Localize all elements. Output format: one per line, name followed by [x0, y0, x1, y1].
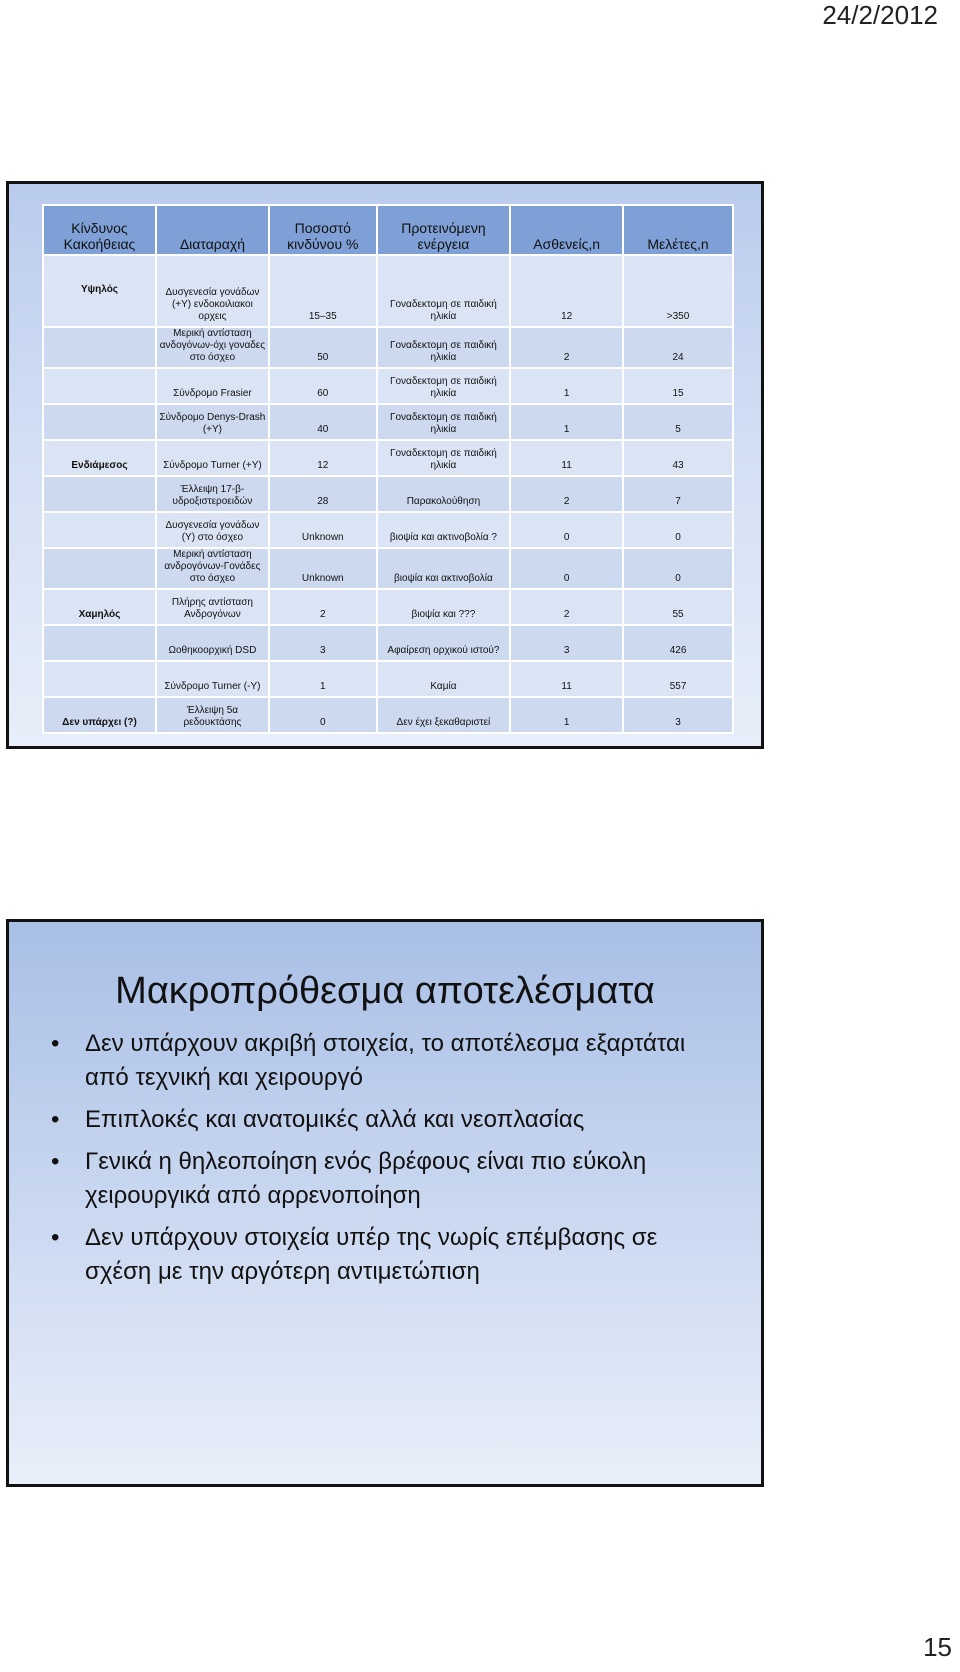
cell-disorder: Δυσγενεσία γονάδων (Υ) στο όσχεο — [156, 512, 269, 548]
cell-studies: >350 — [623, 255, 733, 327]
bullet-item — [51, 1145, 691, 1213]
cell-risk — [43, 368, 156, 404]
cell-studies: 557 — [623, 661, 733, 697]
cell-percent: 28 — [269, 476, 377, 512]
header-patients: Ασθενείς,n — [510, 205, 623, 255]
bullet-item — [51, 1027, 691, 1095]
cell-studies: 7 — [623, 476, 733, 512]
cell-disorder: Μερική αντίσταση ανδογόνων-όχι γοναδες στο όσχεο — [156, 327, 269, 368]
bullet-text: Επιπλοκές και ανατομικές αλλά και νεοπλασίας — [85, 1106, 585, 1133]
cell-risk — [43, 512, 156, 548]
cell-percent: Unknown — [269, 512, 377, 548]
cell-action: Δεν έχει ξεκαθαριστεί — [377, 697, 510, 733]
cell-percent: 60 — [269, 368, 377, 404]
cell-studies: 3 — [623, 697, 733, 733]
cell-percent: Unknown — [269, 548, 377, 589]
table-row — [43, 589, 733, 625]
cell-disorder: Σύνδρομο Turner (+Υ) — [156, 440, 269, 476]
cell-percent: 2 — [269, 589, 377, 625]
cell-percent: 1 — [269, 661, 377, 697]
cell-action: Γοναδεκτομη σε παιδική ηλικία — [377, 327, 510, 368]
cell-percent: 50 — [269, 327, 377, 368]
cell-studies: 43 — [623, 440, 733, 476]
cell-action: βιοψία και ακτινοβολία ? — [377, 512, 510, 548]
slide-long-term-outcomes — [6, 919, 764, 1487]
cell-studies: 0 — [623, 512, 733, 548]
cell-patients: 2 — [510, 476, 623, 512]
cell-patients: 3 — [510, 625, 623, 661]
header-action: Προτεινόμενη ενέργεια — [377, 205, 510, 255]
cell-risk — [43, 548, 156, 589]
cell-patients: 1 — [510, 368, 623, 404]
cell-action: Γοναδεκτομη σε παιδική ηλικία — [377, 255, 510, 327]
cell-action: βιοψία και ακτινοβολία — [377, 548, 510, 589]
header-risk: Κίνδυνος Κακοήθειας — [43, 205, 156, 255]
bullet-text: Δεν υπάρχουν στοιχεία υπέρ της νωρίς επέμβασης σε σχέση με την αργότερη αντιμετώπιση — [85, 1224, 658, 1285]
cell-risk — [43, 327, 156, 368]
page-date: 24/2/2012 — [822, 0, 938, 30]
cell-studies: 0 — [623, 548, 733, 589]
cell-risk: Υψηλός — [43, 255, 156, 327]
cell-studies: 24 — [623, 327, 733, 368]
cell-risk: Δεν υπάρχει (?) — [43, 697, 156, 733]
cell-risk — [43, 661, 156, 697]
cell-risk — [43, 476, 156, 512]
header-studies: Μελέτες,n — [623, 205, 733, 255]
table-row — [43, 404, 733, 440]
cell-patients: 12 — [510, 255, 623, 327]
cell-patients: 1 — [510, 404, 623, 440]
slide-title: Μακροπρόθεσμα αποτελέσματα — [115, 970, 655, 1012]
cell-action: Γοναδεκτομη σε παιδική ηλικία — [377, 404, 510, 440]
cell-risk — [43, 625, 156, 661]
cell-disorder: Έλλειψη 17-β-υδροξιστεροειδών — [156, 476, 269, 512]
cell-disorder: Ωοθηκοορχική DSD — [156, 625, 269, 661]
header-disorder: Διαταραχή — [156, 205, 269, 255]
cell-percent: 0 — [269, 697, 377, 733]
cell-disorder: Μερική αντίσταση ανδρογόνων-Γονάδες στο όσχεο — [156, 548, 269, 589]
cell-patients: 2 — [510, 327, 623, 368]
slide-risk-table — [6, 181, 764, 749]
cell-action: Παρακολούθηση — [377, 476, 510, 512]
bullet-icon: • — [51, 1030, 60, 1057]
cell-action: Γοναδεκτομη σε παιδική ηλικία — [377, 368, 510, 404]
table-row — [43, 368, 733, 404]
cell-disorder: Πλήρης αντίσταση Ανδρογόνων — [156, 589, 269, 625]
cell-patients: 0 — [510, 512, 623, 548]
bullet-item — [51, 1221, 691, 1289]
cell-disorder: Σύνδρομο Turner (-Υ) — [156, 661, 269, 697]
cell-percent: 12 — [269, 440, 377, 476]
cell-patients: 0 — [510, 548, 623, 589]
cell-disorder: Σύνδρομο Denys-Drash (+Υ) — [156, 404, 269, 440]
bullet-item — [51, 1103, 691, 1137]
cell-percent: 40 — [269, 404, 377, 440]
cell-studies: 426 — [623, 625, 733, 661]
table-row — [43, 512, 733, 548]
cell-risk: Χαμηλός — [43, 589, 156, 625]
header-percent: Ποσοστό κινδύνου % — [269, 205, 377, 255]
table-row — [43, 476, 733, 512]
risk-table — [42, 204, 734, 734]
table-row — [43, 697, 733, 733]
cell-percent: 3 — [269, 625, 377, 661]
cell-patients: 2 — [510, 589, 623, 625]
bullet-text: Δεν υπάρχουν ακριβή στοιχεία, το αποτέλεσμα εξαρτάται από τεχνική και χειρουργό — [85, 1030, 686, 1091]
table-row — [43, 548, 733, 589]
cell-studies: 55 — [623, 589, 733, 625]
cell-patients: 11 — [510, 440, 623, 476]
table-row — [43, 440, 733, 476]
bullet-list — [51, 1027, 691, 1297]
cell-patients: 11 — [510, 661, 623, 697]
table-row — [43, 625, 733, 661]
cell-action: βιοψία και ??? — [377, 589, 510, 625]
page-number: 15 — [923, 1632, 952, 1662]
cell-studies: 5 — [623, 404, 733, 440]
cell-studies: 15 — [623, 368, 733, 404]
bullet-text: Γενικά η θηλεοποίηση ενός βρέφους είναι πιο εύκολη χειρουργικά από αρρενοποίηση — [85, 1148, 647, 1209]
bullet-icon: • — [51, 1224, 60, 1251]
cell-disorder: Έλλειψη 5α ρεδουκτάσης — [156, 697, 269, 733]
cell-patients: 1 — [510, 697, 623, 733]
table-header-row — [43, 205, 733, 255]
cell-risk — [43, 404, 156, 440]
bullet-icon: • — [51, 1106, 60, 1133]
cell-disorder: Σύνδρομο Frasier — [156, 368, 269, 404]
table-row — [43, 327, 733, 368]
cell-disorder: Δυσγενεσία γονάδων (+Υ) ενδοκοιλιακοι ορχεις — [156, 255, 269, 327]
bullet-icon: • — [51, 1148, 60, 1175]
table-row — [43, 255, 733, 327]
cell-action: Καμία — [377, 661, 510, 697]
table-row — [43, 661, 733, 697]
cell-action: Γοναδεκτομη σε παιδική ηλικία — [377, 440, 510, 476]
cell-percent: 15–35 — [269, 255, 377, 327]
cell-action: Αφαίρεση ορχικού ιστού? — [377, 625, 510, 661]
cell-risk: Ενδιάμεσος — [43, 440, 156, 476]
